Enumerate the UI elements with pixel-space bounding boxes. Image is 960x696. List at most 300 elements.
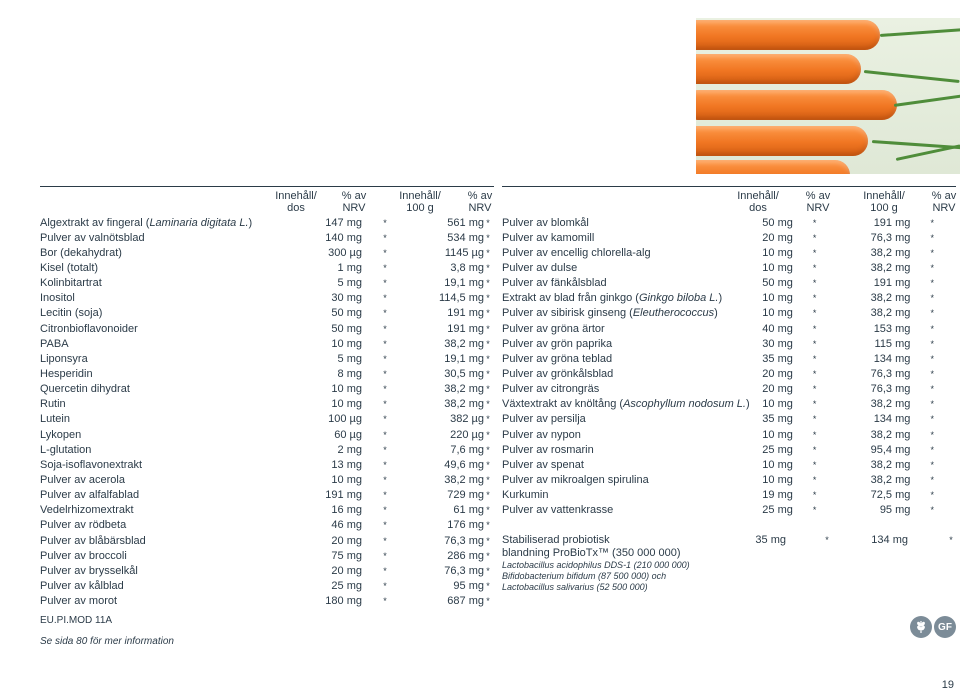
nrv-percent-100g: *: [486, 293, 490, 304]
nrv-percent: *: [383, 338, 387, 349]
table-row: [40, 503, 492, 518]
table-row: [502, 382, 954, 397]
ingredient-name: L-glutation: [40, 443, 92, 456]
nrv-percent-100g: *: [930, 262, 934, 273]
ingredient-name: Pulver av broccoli: [40, 549, 127, 562]
dose-amount: 46 mg: [331, 519, 362, 532]
nrv-percent: *: [383, 232, 387, 243]
ingredient-name: Pulver av rödbeta: [40, 519, 127, 532]
dose-amount: 60 µg: [334, 428, 362, 441]
nrv-percent: *: [812, 262, 817, 273]
ingredient-name: Pulver av grönkålsblad: [502, 367, 614, 380]
dose-amount: 25 mg: [762, 443, 793, 456]
amount-per-100g: 49,6 mg: [444, 458, 484, 471]
table-row: [40, 472, 492, 487]
nrv-percent: *: [812, 323, 817, 334]
nrv-percent-100g: *: [486, 247, 490, 258]
nrv-percent-100g: *: [486, 565, 490, 576]
ingredient-name: Pulver av brysselkål: [40, 564, 138, 577]
nrv-percent: *: [812, 384, 817, 395]
ingredient-name: Pulver av sibirisk ginseng (Eleutherococcus): [502, 307, 718, 320]
table-row: [502, 321, 954, 336]
amount-per-100g: 1145 µg: [444, 246, 484, 259]
nrv-percent-100g: *: [486, 308, 490, 319]
table-row: [502, 260, 954, 275]
table-row: [502, 336, 954, 351]
nrv-percent-100g: *: [486, 429, 490, 440]
nrv-percent-100g: *: [930, 338, 934, 349]
left-header-nrv: % av NRV: [341, 190, 367, 214]
table-row: [502, 276, 954, 291]
nrv-percent-100g: *: [930, 444, 934, 455]
ingredient-name: Quercetin dihydrat: [40, 383, 130, 396]
ingredient-name: Pulver av persilja: [502, 413, 586, 426]
ingredient-name: Inositol: [40, 292, 75, 305]
amount-per-100g: 72,5 mg: [870, 489, 911, 502]
dose-amount: 35 mg: [762, 352, 793, 365]
nrv-percent-100g: *: [930, 353, 934, 364]
dose-amount: 20 mg: [762, 231, 793, 244]
nrv-percent-100g: *: [930, 217, 934, 228]
table-row: [502, 245, 954, 260]
amount-per-100g: 95 mg: [453, 579, 484, 592]
nrv-percent-100g: *: [486, 217, 490, 228]
nrv-percent: *: [383, 550, 387, 561]
nrv-percent: *: [812, 474, 817, 485]
nrv-percent-100g: *: [486, 399, 490, 410]
table-row: [40, 578, 492, 593]
ingredient-name: Pulver av dulse: [502, 261, 578, 274]
nrv-percent: *: [812, 399, 817, 410]
amount-per-100g: 38,2 mg: [870, 458, 911, 471]
probiotic-nrv100: *: [949, 535, 953, 545]
ingredient-name: Pulver av vattenkrasse: [502, 504, 614, 517]
table-row: [502, 472, 954, 487]
nrv-percent-100g: *: [930, 308, 934, 319]
ingredient-name: Lutein: [40, 413, 70, 426]
dose-amount: 16 mg: [331, 504, 362, 517]
nrv-percent-100g: *: [930, 384, 934, 395]
nrv-percent: *: [383, 520, 387, 531]
dose-amount: 19 mg: [762, 489, 793, 502]
dose-amount: 20 mg: [762, 383, 793, 396]
table-row: [40, 276, 492, 291]
amount-per-100g: 382 µg: [450, 413, 484, 426]
amount-per-100g: 76,3 mg: [870, 367, 911, 380]
dose-amount: 10 mg: [762, 261, 793, 274]
amount-per-100g: 38,2 mg: [870, 246, 911, 259]
nrv-percent: *: [812, 278, 817, 289]
nrv-percent: *: [812, 338, 817, 349]
table-row: [502, 397, 954, 412]
nrv-percent: *: [812, 217, 817, 228]
ingredient-name: Pulver av blomkål: [502, 216, 589, 229]
nrv-percent-100g: *: [930, 232, 934, 243]
left-header-dose: Innehåll/ dos: [275, 190, 317, 214]
left-table-rule: [40, 186, 494, 187]
nrv-percent: *: [383, 368, 387, 379]
amount-per-100g: 687 mg: [447, 595, 484, 608]
right-header-nrv100: % av NRV: [931, 190, 957, 214]
amount-per-100g: 19,1 mg: [444, 277, 484, 290]
ingredient-name: Pulver av acerola: [40, 473, 125, 486]
ingredient-name: Kolinbitartrat: [40, 277, 102, 290]
nrv-percent-100g: *: [486, 232, 490, 243]
amount-per-100g: 76,3 mg: [444, 534, 484, 547]
table-row: [502, 412, 954, 427]
dose-amount: 5 mg: [337, 352, 362, 365]
dose-amount: 10 mg: [762, 428, 793, 441]
table-row: [502, 306, 954, 321]
amount-per-100g: 76,3 mg: [870, 231, 911, 244]
dose-amount: 10 mg: [762, 292, 793, 305]
ingredient-name: Pulver av citrongräs: [502, 383, 600, 396]
right-header-nrv: % av NRV: [805, 190, 831, 214]
nrv-percent-100g: *: [486, 474, 490, 485]
ingredient-name: Bor (dekahydrat): [40, 246, 122, 259]
nrv-percent: *: [383, 459, 387, 470]
amount-per-100g: 38,2 mg: [870, 398, 911, 411]
dose-amount: 10 mg: [762, 473, 793, 486]
dose-amount: 25 mg: [762, 504, 793, 517]
ingredient-name: Pulver av alfalfablad: [40, 489, 140, 502]
table-row: [502, 366, 954, 381]
nrv-percent-100g: *: [930, 293, 934, 304]
nrv-percent: *: [812, 247, 817, 258]
table-row: [40, 457, 492, 472]
dose-amount: 35 mg: [762, 413, 793, 426]
table-row: [40, 548, 492, 563]
ingredient-name: Pulver av grön paprika: [502, 337, 613, 350]
nrv-percent-100g: *: [930, 247, 934, 258]
table-row: [502, 291, 954, 306]
table-row: [40, 397, 492, 412]
ingredient-name: Hesperidin: [40, 367, 93, 380]
table-row: [40, 291, 492, 306]
dose-amount: 10 mg: [762, 246, 793, 259]
nrv-percent: *: [812, 490, 817, 501]
nrv-percent: *: [812, 459, 817, 470]
nrv-percent: *: [812, 505, 817, 516]
nrv-percent-100g: *: [930, 278, 934, 289]
dose-amount: 40 mg: [762, 322, 793, 335]
amount-per-100g: 38,2 mg: [444, 337, 484, 350]
table-row: [502, 215, 954, 230]
table-row: [40, 594, 492, 609]
amount-per-100g: 38,2 mg: [870, 261, 911, 274]
nrv-percent-100g: *: [486, 278, 490, 289]
amount-per-100g: 191 mg: [873, 277, 911, 290]
amount-per-100g: 176 mg: [447, 519, 484, 532]
dose-amount: 191 mg: [325, 489, 362, 502]
dose-amount: 75 mg: [331, 549, 362, 562]
table-row: [502, 427, 954, 442]
nrv-percent-100g: *: [486, 384, 490, 395]
dose-amount: 10 mg: [331, 337, 362, 350]
dose-amount: 50 mg: [762, 216, 793, 229]
table-row: [40, 533, 492, 548]
dose-amount: 147 mg: [325, 216, 362, 229]
table-row: [40, 351, 492, 366]
nrv-percent: *: [383, 490, 387, 501]
dose-amount: 10 mg: [762, 458, 793, 471]
nrv-percent: *: [383, 414, 387, 425]
ingredient-name: Pulver av blåbärsblad: [40, 534, 146, 547]
right-header-dose: Innehåll/ dos: [737, 190, 779, 214]
table-row: [40, 245, 492, 260]
dose-amount: 140 mg: [325, 231, 362, 244]
nrv-percent-100g: *: [486, 353, 490, 364]
table-row: [40, 321, 492, 336]
amount-per-100g: 38,2 mg: [870, 428, 911, 441]
nrv-percent-100g: *: [486, 580, 490, 591]
nrv-percent-100g: *: [930, 459, 934, 470]
nrv-percent: *: [812, 429, 817, 440]
amount-per-100g: 561 mg: [447, 216, 484, 229]
nrv-percent: *: [812, 368, 817, 379]
page-number: 19: [941, 679, 954, 691]
nrv-percent: *: [812, 293, 817, 304]
dose-amount: 50 mg: [331, 322, 362, 335]
amount-per-100g: 7,6 mg: [450, 443, 484, 456]
table-row: [40, 427, 492, 442]
probiotic-strain-1: Lactobacillus acidophilus DDS-1 (210 000 000): [502, 560, 690, 570]
ingredient-name: Pulver av nypon: [502, 428, 581, 441]
amount-per-100g: 191 mg: [447, 322, 484, 335]
dose-amount: 5 mg: [337, 277, 362, 290]
dose-amount: 100 µg: [328, 413, 362, 426]
product-code: EU.PI.MOD 11A: [40, 615, 113, 626]
amount-per-100g: 76,3 mg: [444, 564, 484, 577]
dose-amount: 20 mg: [331, 564, 362, 577]
gluten-free-badge: GF: [934, 616, 956, 638]
ingredient-name: Pulver av mikroalgen spirulina: [502, 473, 649, 486]
nrv-percent-100g: *: [930, 368, 934, 379]
dose-amount: 10 mg: [331, 383, 362, 396]
amount-per-100g: 95,4 mg: [870, 443, 911, 456]
nrv-percent: *: [383, 293, 387, 304]
nrv-percent: *: [383, 535, 387, 546]
table-row: [40, 215, 492, 230]
nrv-percent: *: [383, 308, 387, 319]
amount-per-100g: 220 µg: [450, 428, 484, 441]
nrv-percent-100g: *: [930, 323, 934, 334]
table-row: [40, 518, 492, 533]
ingredient-name: Extrakt av blad från ginkgo (Ginkgo biloba L.): [502, 292, 723, 305]
ingredient-name: Liponsyra: [40, 352, 88, 365]
table-row: [502, 442, 954, 457]
table-row: [40, 563, 492, 578]
nrv-percent: *: [383, 474, 387, 485]
nrv-percent-100g: *: [930, 505, 934, 516]
nrv-percent-100g: *: [930, 399, 934, 410]
ingredient-name: Pulver av fänkålsblad: [502, 277, 607, 290]
nrv-percent-100g: *: [486, 550, 490, 561]
nrv-percent-100g: *: [930, 429, 934, 440]
nrv-percent-100g: *: [486, 368, 490, 379]
ingredient-name: Pulver av gröna teblad: [502, 352, 613, 365]
amount-per-100g: 30,5 mg: [444, 367, 484, 380]
table-row: [502, 351, 954, 366]
dose-amount: 30 mg: [331, 292, 362, 305]
nrv-percent: *: [383, 247, 387, 258]
ingredient-name: Algextrakt av fingeral (Laminaria digitata L.): [40, 216, 253, 229]
nrv-percent-100g: *: [486, 414, 490, 425]
nrv-percent: *: [383, 444, 387, 455]
amount-per-100g: 153 mg: [873, 322, 911, 335]
nrv-percent: *: [812, 353, 817, 364]
table-row: [40, 230, 492, 245]
dose-amount: 30 mg: [762, 337, 793, 350]
amount-per-100g: 38,2 mg: [444, 383, 484, 396]
amount-per-100g: 38,2 mg: [444, 398, 484, 411]
ingredient-name: Pulver av gröna ärtor: [502, 322, 605, 335]
dose-amount: 1 mg: [337, 261, 362, 274]
ingredient-name: Växtextrakt av knöltång (Ascophyllum nodosum L.): [502, 398, 750, 411]
ingredient-name: Lecitin (soja): [40, 307, 103, 320]
nrv-percent: *: [383, 384, 387, 395]
amount-per-100g: 76,3 mg: [870, 383, 911, 396]
right-header-per100: Innehåll/ 100 g: [863, 190, 905, 214]
table-row: [502, 488, 954, 503]
dose-amount: 20 mg: [762, 367, 793, 380]
amount-per-100g: 534 mg: [447, 231, 484, 244]
ingredient-name: Pulver av morot: [40, 595, 118, 608]
table-row: [40, 442, 492, 457]
amount-per-100g: 191 mg: [447, 307, 484, 320]
dose-amount: 300 µg: [328, 246, 362, 259]
table-row: [40, 382, 492, 397]
nrv-percent-100g: *: [486, 459, 490, 470]
table-row: [502, 230, 954, 245]
ingredient-name: Soja-isoflavonextrakt: [40, 458, 143, 471]
dose-amount: 10 mg: [331, 398, 362, 411]
more-info-note: Se sida 80 för mer information: [40, 636, 174, 647]
dose-amount: 8 mg: [337, 367, 362, 380]
table-row: [40, 366, 492, 381]
nrv-percent: *: [383, 505, 387, 516]
probiotic-per100: 134 mg: [871, 534, 908, 546]
nrv-percent: *: [812, 232, 817, 243]
nrv-percent: *: [383, 580, 387, 591]
ingredient-name: PABA: [40, 337, 69, 350]
amount-per-100g: 19,1 mg: [444, 352, 484, 365]
nrv-percent: *: [812, 308, 817, 319]
wheat-icon: [910, 616, 932, 638]
dose-amount: 10 mg: [762, 398, 793, 411]
amount-per-100g: 729 mg: [447, 489, 484, 502]
nrv-percent: *: [383, 353, 387, 364]
dose-amount: 25 mg: [331, 579, 362, 592]
ingredient-name: Pulver av rosmarin: [502, 443, 594, 456]
amount-per-100g: 3,8 mg: [450, 261, 484, 274]
nrv-percent-100g: *: [930, 474, 934, 485]
table-row: [40, 336, 492, 351]
ingredient-name: Kisel (totalt): [40, 261, 99, 274]
amount-per-100g: 286 mg: [447, 549, 484, 562]
right-table-rule: [502, 186, 956, 187]
nrv-percent-100g: *: [486, 262, 490, 273]
dose-amount: 50 mg: [331, 307, 362, 320]
nrv-percent-100g: *: [486, 444, 490, 455]
ingredient-name: Lykopen: [40, 428, 82, 441]
nrv-percent-100g: *: [930, 414, 934, 425]
nrv-percent: *: [812, 414, 817, 425]
ingredient-name: Citronbioflavonoider: [40, 322, 138, 335]
probiotic-dose: 35 mg: [755, 534, 786, 546]
ingredient-name: Kurkumin: [502, 489, 549, 502]
nrv-percent: *: [383, 399, 387, 410]
amount-per-100g: 114,5 mg: [438, 292, 484, 305]
table-row: [40, 306, 492, 321]
dose-amount: 180 mg: [325, 595, 362, 608]
nrv-percent-100g: *: [486, 323, 490, 334]
dose-amount: 10 mg: [762, 307, 793, 320]
dose-amount: 2 mg: [337, 443, 362, 456]
nrv-percent-100g: *: [486, 490, 490, 501]
nrv-percent: *: [383, 323, 387, 334]
amount-per-100g: 115 mg: [874, 337, 911, 350]
nrv-percent: *: [383, 278, 387, 289]
nrv-percent-100g: *: [486, 520, 490, 531]
dose-amount: 10 mg: [331, 473, 362, 486]
left-header-per100: Innehåll/ 100 g: [399, 190, 441, 214]
nrv-percent-100g: *: [486, 596, 490, 607]
table-row: [40, 260, 492, 275]
left-nutrition-table: [40, 215, 492, 609]
amount-per-100g: 38,2 mg: [870, 292, 911, 305]
dose-amount: 13 mg: [331, 458, 362, 471]
ingredient-name: Pulver av kamomill: [502, 231, 595, 244]
probiotic-nrv: *: [825, 535, 829, 545]
probiotic-strain-3: Lactobacillus salivarius (52 500 000): [502, 582, 648, 592]
nrv-percent: *: [383, 429, 387, 440]
nrv-percent-100g: *: [486, 535, 490, 546]
ingredient-name: Rutin: [40, 398, 66, 411]
table-row: [40, 412, 492, 427]
nrv-percent: *: [383, 262, 387, 273]
amount-per-100g: 134 mg: [873, 352, 911, 365]
table-row: [502, 457, 954, 472]
carrot-photo: [696, 18, 960, 174]
nrv-percent-100g: *: [930, 490, 934, 501]
ingredient-name: Pulver av kålblad: [40, 579, 124, 592]
nrv-percent: *: [812, 444, 817, 455]
table-row: [40, 488, 492, 503]
ingredient-name: Pulver av spenat: [502, 458, 584, 471]
amount-per-100g: 38,2 mg: [870, 473, 911, 486]
dose-amount: 50 mg: [762, 277, 793, 290]
probiotic-name: Stabiliserad probiotisk blandning ProBioTx™ (350 000 000): [502, 534, 681, 559]
right-nutrition-table: [502, 215, 954, 518]
amount-per-100g: 38,2 mg: [444, 473, 484, 486]
amount-per-100g: 95 mg: [879, 504, 911, 517]
ingredient-name: Pulver av encellig chlorella-alg: [502, 246, 651, 259]
amount-per-100g: 191 mg: [873, 216, 911, 229]
nrv-percent-100g: *: [486, 505, 490, 516]
ingredient-name: Pulver av valnötsblad: [40, 231, 145, 244]
left-header-nrv100: % av NRV: [467, 190, 493, 214]
table-row: [502, 503, 954, 518]
nrv-percent: *: [383, 217, 387, 228]
nrv-percent: *: [383, 596, 387, 607]
nrv-percent: *: [383, 565, 387, 576]
probiotic-strain-2: Bifidobacterium bifidum (87 500 000) och: [502, 571, 667, 581]
amount-per-100g: 38,2 mg: [870, 307, 911, 320]
amount-per-100g: 61 mg: [453, 504, 484, 517]
nrv-percent-100g: *: [486, 338, 490, 349]
ingredient-name: Vedelrhizomextrakt: [40, 504, 134, 517]
